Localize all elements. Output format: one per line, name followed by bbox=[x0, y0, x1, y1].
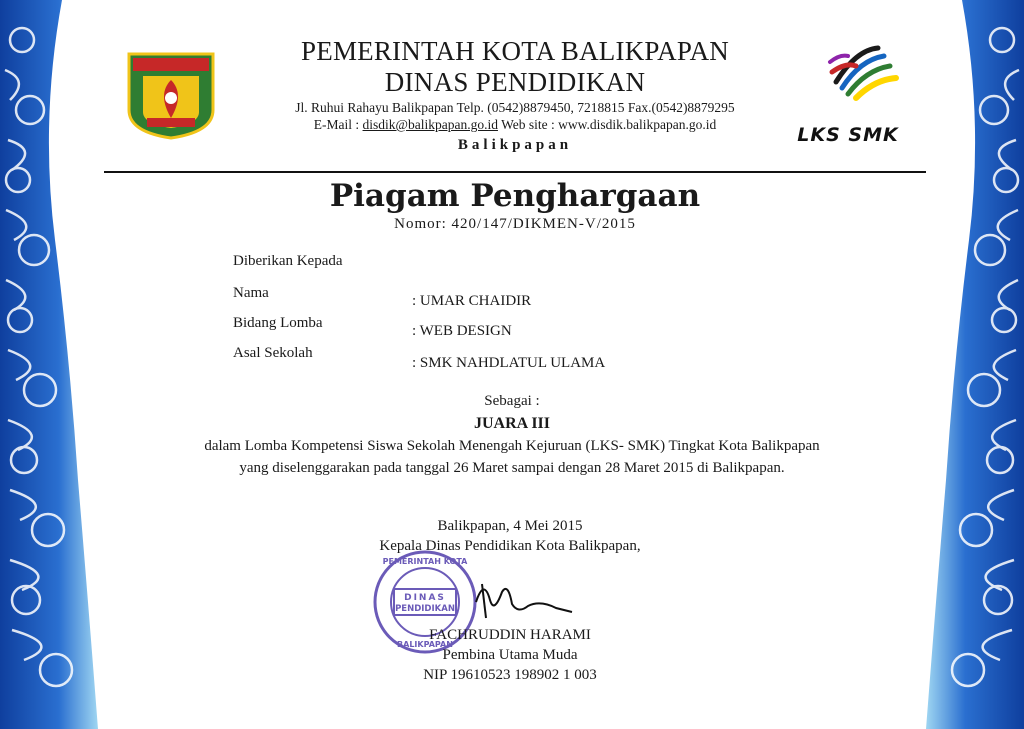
as-label: Sebagai : bbox=[484, 393, 540, 409]
certificate-title: Piagam Penghargaan bbox=[329, 178, 701, 214]
handwritten-signature bbox=[468, 574, 578, 624]
contact-line bbox=[230, 117, 800, 133]
website-text: Web site : www.disdik.balikpapan.go.id bbox=[497, 117, 717, 132]
email-link[interactable]: disdik@balikpapan.go.id bbox=[362, 117, 498, 132]
lks-smk-logo bbox=[826, 42, 906, 102]
signer-nip: NIP 19610523 198902 1 003 bbox=[423, 667, 597, 683]
balikpapan-crest-logo bbox=[125, 48, 217, 140]
svg-text:PEMERINTAH KOTA: PEMERINTAH KOTA bbox=[382, 557, 468, 566]
name-value: : UMAR CHAIDIR bbox=[412, 293, 532, 309]
school-label: Asal Sekolah bbox=[233, 345, 313, 361]
award-rank: JUARA III bbox=[473, 415, 550, 432]
svg-text:BALIKPAPAN: BALIKPAPAN bbox=[397, 640, 453, 649]
svg-text:PENDIDIKAN: PENDIDIKAN bbox=[395, 604, 455, 614]
signer-rank: Pembina Utama Muda bbox=[442, 647, 578, 663]
government-title: PEMERINTAH KOTA BALIKPAPAN bbox=[301, 36, 729, 66]
email-prefix: E-Mail : bbox=[313, 117, 363, 132]
lks-smk-logo-text: LKS SMK bbox=[797, 124, 899, 146]
field-value: : WEB DESIGN bbox=[412, 323, 512, 339]
award-description-line1: dalam Lomba Kompetensi Siswa Sekolah Menengah Kejuruan (LKS- SMK) Tingkat Kota Balikpapan bbox=[204, 438, 820, 454]
field-label: Bidang Lomba bbox=[233, 315, 323, 331]
given-to-label: Diberikan Kepada bbox=[233, 253, 343, 269]
name-label: Nama bbox=[233, 285, 269, 301]
place-date: Balikpapan, 4 Mei 2015 bbox=[437, 518, 583, 534]
signer-position: Kepala Dinas Pendidikan Kota Balikpapan, bbox=[379, 538, 641, 554]
award-description-line2: yang diselenggarakan pada tanggal 26 Maret sampai dengan 28 Maret 2015 di Balikpapan. bbox=[239, 460, 785, 476]
school-value: : SMK NAHDLATUL ULAMA bbox=[412, 355, 606, 371]
svg-text:DINAS: DINAS bbox=[404, 593, 446, 603]
department-title: DINAS PENDIDIKAN bbox=[384, 67, 646, 97]
signer-name: FACHRUDDIN HARAMI bbox=[429, 627, 591, 643]
address-line: Jl. Ruhui Rahayu Balikpapan Telp. (0542)8879450, 7218815 Fax.(0542)8879295 bbox=[295, 100, 735, 115]
header-divider bbox=[104, 171, 926, 173]
city-label: Balikpapan bbox=[457, 137, 573, 153]
certificate-number: Nomor: 420/147/DIKMEN-V/2015 bbox=[394, 216, 636, 232]
